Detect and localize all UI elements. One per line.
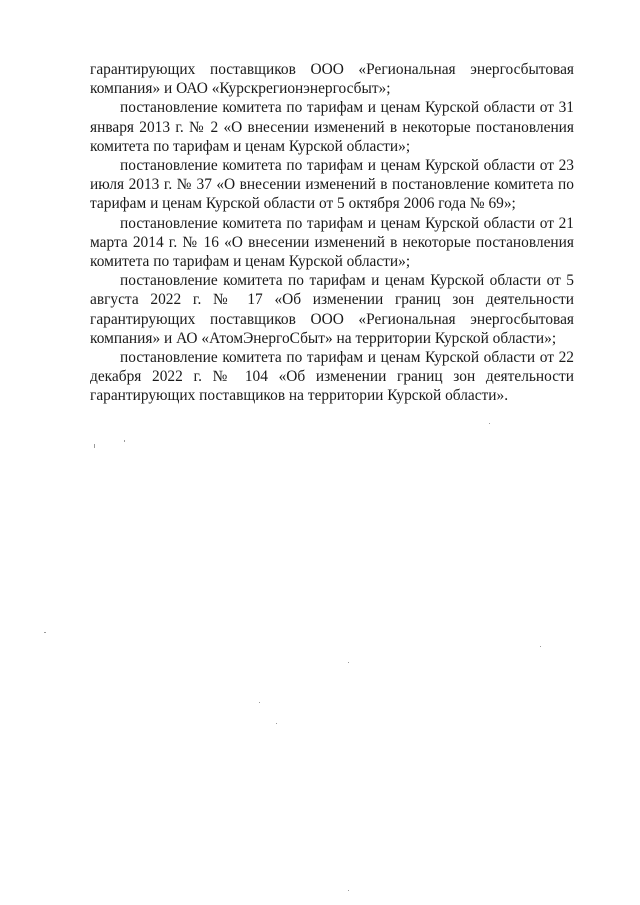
paragraph-resolution-2013-02: постановление комитета по тарифам и ценам Курской области от 31 января 2013 г. № 2 «О внесении изменений в некоторые постановления комитета по тарифам и ценам Курской области»;: [90, 99, 574, 155]
scan-speck: [276, 723, 277, 724]
paragraph-resolution-2014-16: постановление комитета по тарифам и ценам Курской области от 21 марта 2014 г. № 16 «О внесении изменений в некоторые постановления комитета по тарифам и ценам Курской области»;: [90, 214, 574, 271]
scan-speck: [124, 440, 125, 442]
document-page: [90, 60, 574, 406]
paragraph-resolution-2013-37: постановление комитета по тарифам и ценам Курской области от 23 июля 2013 г. № 37 «О внесении изменений в постановление комитета по тарифам и ценам Курской области от 5 октября 2006 года № 69»;: [90, 157, 574, 213]
scan-speck: [540, 646, 541, 647]
paragraph-resolution-2022-104: постановление комитета по тарифам и ценам Курской области от 22 декабря 2022 г. № 104 «Об изменении границ зон деятельности гарантирующих поставщиков на территории Курской области».: [90, 349, 574, 405]
scan-speck: [44, 632, 46, 633]
scan-speck: [348, 662, 349, 663]
scan-speck: [259, 702, 260, 703]
scan-speck: [94, 444, 95, 448]
paragraph-continuation: гарантирующих поставщиков ООО «Региональная энергосбытовая компания» и ОАО «Курскрегионэнергосбыт»;: [90, 61, 574, 98]
scan-speck: [348, 890, 349, 891]
scan-speck: [489, 423, 490, 424]
paragraph-resolution-2022-17: постановление комитета по тарифам и ценам Курской области от 5 августа 2022 г. № 17 «Об изменении границ зон деятельности гарантирующих поставщиков ООО «Региональная энергосбытовая компания» и АО «АтомЭнергоСбыт» на территории Курской области»;: [90, 272, 574, 347]
